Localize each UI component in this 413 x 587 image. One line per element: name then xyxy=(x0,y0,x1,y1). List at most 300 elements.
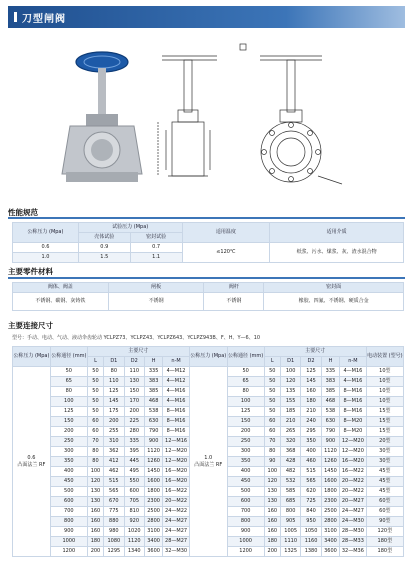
table-cell: 130 xyxy=(264,497,280,507)
table-cell: 24—M22 xyxy=(163,507,190,517)
table-cell: 185 xyxy=(280,407,300,417)
table-cell: 1200 xyxy=(50,547,87,557)
dim-col-header: D1 xyxy=(104,357,124,367)
material-table xyxy=(12,282,404,311)
table-cell: 4—M12 xyxy=(163,367,190,377)
table-cell: 50 xyxy=(87,397,103,407)
table-cell: 1005 xyxy=(280,527,300,537)
table-cell: 320 xyxy=(280,437,300,447)
table-cell: 462 xyxy=(104,467,124,477)
table-cell: 1000 xyxy=(227,537,264,547)
table-cell: 1120 xyxy=(144,447,162,457)
table-cell: 8—M16 xyxy=(340,387,367,397)
table-cell: 160 xyxy=(87,507,103,517)
table-cell: 585 xyxy=(280,487,300,497)
table-cell: 120 xyxy=(87,477,103,487)
spec-header-pressure: 公称压力 (Mpa) xyxy=(13,223,79,243)
table-cell: 395 xyxy=(124,447,144,457)
table-cell: 45型 xyxy=(366,467,403,477)
table-cell: 295 xyxy=(301,427,321,437)
table-cell: 180型 xyxy=(366,537,403,547)
table-cell: 90 xyxy=(264,457,280,467)
table-cell: 80 xyxy=(227,387,264,397)
table-cell: 3600 xyxy=(321,547,339,557)
table-cell: 100 xyxy=(264,467,280,477)
table-cell: 12—M20 xyxy=(163,457,190,467)
table-cell: 310 xyxy=(104,437,124,447)
table-cell: 8—M20 xyxy=(340,417,367,427)
table-cell: 335 xyxy=(321,367,339,377)
table-cell: 50 xyxy=(264,407,280,417)
table-cell: 150 xyxy=(227,417,264,427)
table-cell: 920 xyxy=(124,517,144,527)
table-cell: 32—M36 xyxy=(340,547,367,557)
table-cell: 450 xyxy=(227,477,264,487)
page-header xyxy=(8,6,405,28)
table-cell: 2800 xyxy=(321,517,339,527)
table-cell: 620 xyxy=(301,487,321,497)
dim-col-header: D2 xyxy=(301,357,321,367)
table-cell: 300 xyxy=(227,447,264,457)
table-cell: 1200 xyxy=(227,547,264,557)
table-cell: 80 xyxy=(50,387,87,397)
table-cell: 210 xyxy=(301,407,321,417)
table-cell: 60型 xyxy=(366,497,403,507)
table-cell: 1260 xyxy=(144,457,162,467)
table-cell: 70 xyxy=(87,437,103,447)
table-cell: 200 xyxy=(50,427,87,437)
material-value: 橡胶、四氟、不锈钢、硬质合金 xyxy=(264,293,404,311)
table-cell: 50 xyxy=(87,367,103,377)
table-cell: 1260 xyxy=(321,457,339,467)
table-cell: 705 xyxy=(124,497,144,507)
table-cell: 60 xyxy=(87,427,103,437)
valve-photo xyxy=(62,52,142,182)
table-cell: 1295 xyxy=(104,547,124,557)
table-cell: 468 xyxy=(321,397,339,407)
table-cell: 1120 xyxy=(321,447,339,457)
table-cell: 1340 xyxy=(124,547,144,557)
table-cell: 385 xyxy=(321,387,339,397)
table-cell: 250 xyxy=(227,437,264,447)
table-cell: 125 xyxy=(50,407,87,417)
dim-col-header: H xyxy=(321,357,339,367)
table-cell: 50 xyxy=(264,397,280,407)
table-cell: 80 xyxy=(264,447,280,457)
table-cell: 900 xyxy=(50,527,87,537)
table-cell: 10型 xyxy=(366,387,403,397)
table-cell: 160 xyxy=(264,507,280,517)
table-cell: 445 xyxy=(124,457,144,467)
table-cell: 12—M20 xyxy=(163,447,190,457)
table-cell: 1110 xyxy=(280,537,300,547)
table-cell: 16—M20 xyxy=(340,457,367,467)
product-figure xyxy=(12,34,402,200)
dim-col-header: D2 xyxy=(124,357,144,367)
table-cell: 50 xyxy=(87,387,103,397)
table-cell: 130 xyxy=(87,497,103,507)
table-cell: 150 xyxy=(124,387,144,397)
table-cell: 80 xyxy=(87,447,103,457)
table-cell: 350 xyxy=(227,457,264,467)
table-cell: 383 xyxy=(144,377,162,387)
table-cell: 100 xyxy=(87,467,103,477)
model-note: 型号：手动、电动、气动、液动伞齿轮动 YCLPZ73、YCLPZ43、YCLPZ643、YCLPZ943B、F、H、Y—6、10 xyxy=(12,335,261,341)
table-cell: 16—M20 xyxy=(163,467,190,477)
spec-cell: 1.5 xyxy=(78,253,130,263)
material-header: 阀杆 xyxy=(204,283,264,293)
table-cell: 110 xyxy=(104,377,124,387)
spec-table xyxy=(12,222,404,263)
table-cell: 50 xyxy=(87,377,103,387)
dim-col-header: D1 xyxy=(280,357,300,367)
page-title: 刀型闸阀 xyxy=(22,14,66,25)
table-cell: 12—M16 xyxy=(163,437,190,447)
table-cell: 1020 xyxy=(124,527,144,537)
table-cell: 265 xyxy=(280,427,300,437)
table-cell: 810 xyxy=(124,507,144,517)
table-cell: 45型 xyxy=(366,477,403,487)
dim-header-pn: 公称压力 (Mpa) xyxy=(13,347,51,367)
spec-header-temp: 适用温度 xyxy=(182,223,270,243)
table-cell: 120 xyxy=(280,377,300,387)
table-cell: 905 xyxy=(280,517,300,527)
table-cell: 8—M20 xyxy=(340,427,367,437)
table-cell: 155 xyxy=(280,397,300,407)
table-cell: 1380 xyxy=(301,547,321,557)
table-cell: 500 xyxy=(227,487,264,497)
table-cell: 1325 xyxy=(280,547,300,557)
table-cell: 950 xyxy=(301,517,321,527)
table-cell: 175 xyxy=(104,407,124,417)
table-cell: 12—M20 xyxy=(340,437,367,447)
table-cell: 900 xyxy=(227,527,264,537)
table-cell: 300 xyxy=(50,447,87,457)
spec-cell: 1.1 xyxy=(130,253,182,263)
table-cell: 50 xyxy=(50,367,87,377)
table-cell: 538 xyxy=(321,407,339,417)
table-cell: 2800 xyxy=(144,517,162,527)
table-cell: 180型 xyxy=(366,547,403,557)
table-cell: 700 xyxy=(50,507,87,517)
table-cell: 725 xyxy=(301,497,321,507)
table-cell: 775 xyxy=(104,507,124,517)
table-cell: 800 xyxy=(227,517,264,527)
table-cell: 30型 xyxy=(366,447,403,457)
spec-header-shell: 壳体试验 xyxy=(78,233,130,243)
table-cell: 532 xyxy=(280,477,300,487)
table-cell: 368 xyxy=(280,447,300,457)
table-cell: 400 xyxy=(227,467,264,477)
table-cell: 250 xyxy=(50,437,87,447)
table-cell: 70 xyxy=(264,437,280,447)
table-cell: 1000 xyxy=(50,537,87,547)
table-cell: 28—M30 xyxy=(340,527,367,537)
table-cell: 50 xyxy=(264,387,280,397)
table-cell: 800 xyxy=(50,517,87,527)
table-cell: 1080 xyxy=(104,537,124,547)
spec-cell: 0.9 xyxy=(78,243,130,253)
table-cell: 28—M27 xyxy=(163,537,190,547)
table-cell: 160 xyxy=(87,517,103,527)
flange-type-label: 凸面法兰 RF xyxy=(194,461,223,468)
table-cell: 630 xyxy=(144,417,162,427)
table-cell: 65 xyxy=(227,377,264,387)
table-cell: 90型 xyxy=(366,517,403,527)
table-cell: 4—M16 xyxy=(340,367,367,377)
table-cell: 80 xyxy=(87,457,103,467)
spec-media-value: 纸浆、污水、煤浆、灰、渣水混合物 xyxy=(270,243,404,263)
table-cell: 180 xyxy=(264,537,280,547)
table-cell: 10型 xyxy=(366,397,403,407)
table-cell: 400 xyxy=(301,447,321,457)
material-value: 不锈钢 xyxy=(108,293,204,311)
table-cell: 565 xyxy=(301,477,321,487)
table-cell: 1050 xyxy=(301,527,321,537)
table-cell: 145 xyxy=(104,397,124,407)
table-cell: 482 xyxy=(280,467,300,477)
table-cell: 12—M20 xyxy=(340,447,367,457)
table-cell: 15型 xyxy=(366,407,403,417)
table-cell: 1800 xyxy=(144,487,162,497)
table-cell: 400 xyxy=(50,467,87,477)
table-cell: 8—M16 xyxy=(163,407,190,417)
table-cell: 16—M22 xyxy=(163,487,190,497)
table-cell: 50 xyxy=(87,407,103,417)
pressure-class-label: 0.6 xyxy=(27,454,36,461)
dim-col-header: H xyxy=(144,357,162,367)
table-cell: 125 xyxy=(227,407,264,417)
table-cell: 412 xyxy=(104,457,124,467)
table-cell: 200 xyxy=(227,427,264,437)
table-cell: 16—M22 xyxy=(340,467,367,477)
dim-header-main: 主要尺寸 xyxy=(264,347,366,357)
spec-cell: 0.6 xyxy=(13,243,79,253)
material-header: 阀体、阀盖 xyxy=(13,283,109,293)
table-cell: 3400 xyxy=(144,537,162,547)
table-cell: 362 xyxy=(104,447,124,457)
table-cell: 630 xyxy=(321,417,339,427)
table-cell: 10型 xyxy=(366,377,403,387)
table-cell: 840 xyxy=(301,507,321,517)
table-cell: 383 xyxy=(321,377,339,387)
table-cell: 125 xyxy=(301,367,321,377)
table-cell: 15型 xyxy=(366,417,403,427)
spec-header-test: 试验压力 (Mpa) xyxy=(78,223,182,233)
table-cell: 255 xyxy=(104,427,124,437)
table-cell: 45型 xyxy=(366,487,403,497)
table-cell: 32—M30 xyxy=(163,547,190,557)
table-cell: 1600 xyxy=(321,477,339,487)
table-cell: 28—M33 xyxy=(340,537,367,547)
table-cell: 685 xyxy=(280,497,300,507)
table-cell: 50 xyxy=(227,367,264,377)
table-cell: 790 xyxy=(144,427,162,437)
table-cell: 15型 xyxy=(366,427,403,437)
table-cell: 880 xyxy=(104,517,124,527)
table-cell: 460 xyxy=(301,457,321,467)
table-cell: 600 xyxy=(227,497,264,507)
table-cell: 468 xyxy=(144,397,162,407)
table-cell: 135 xyxy=(280,387,300,397)
section-title-materials: 主要零件材料 xyxy=(8,267,53,276)
table-cell: 3100 xyxy=(144,527,162,537)
spec-header-seal: 密封试验 xyxy=(130,233,182,243)
dim-header-main: 主要尺寸 xyxy=(87,347,189,357)
table-cell: 1160 xyxy=(301,537,321,547)
table-cell: 3400 xyxy=(321,537,339,547)
flange-type-label: 凸面法兰 RF xyxy=(17,461,46,468)
table-cell: 600 xyxy=(124,487,144,497)
table-cell: 24—M27 xyxy=(163,527,190,537)
table-cell: 20—M22 xyxy=(340,487,367,497)
table-cell: 130 xyxy=(87,487,103,497)
table-cell: 1450 xyxy=(144,467,162,477)
table-cell: 20—M22 xyxy=(163,497,190,507)
section-title-specs: 性能规范 xyxy=(8,208,38,217)
table-cell: 145 xyxy=(301,377,321,387)
dimension-table xyxy=(12,346,404,557)
table-cell: 20—M22 xyxy=(340,477,367,487)
table-cell: 515 xyxy=(301,467,321,477)
table-cell: 280 xyxy=(124,427,144,437)
table-cell: 180 xyxy=(87,537,103,547)
section-divider xyxy=(8,277,405,279)
spec-header-media: 适用介质 xyxy=(270,223,404,243)
table-cell: 210 xyxy=(280,417,300,427)
table-cell: 130 xyxy=(264,487,280,497)
table-cell: 8—M16 xyxy=(163,417,190,427)
material-value: 不锈钢、碳钢、灰铸铁 xyxy=(13,293,109,311)
table-cell: 24—M27 xyxy=(163,517,190,527)
table-cell: 130 xyxy=(124,377,144,387)
table-cell: 1800 xyxy=(321,487,339,497)
table-cell: 100 xyxy=(280,367,300,377)
table-cell: 240 xyxy=(301,417,321,427)
dim-header-pn: 公称压力 (Mpa) xyxy=(189,347,227,367)
table-cell: 900 xyxy=(321,437,339,447)
table-cell: 2300 xyxy=(321,497,339,507)
table-cell: 550 xyxy=(124,477,144,487)
table-cell: 2300 xyxy=(144,497,162,507)
table-row xyxy=(13,367,404,377)
table-cell: 170 xyxy=(124,397,144,407)
table-cell: 790 xyxy=(321,427,339,437)
table-cell: 1450 xyxy=(321,467,339,477)
table-cell: 160 xyxy=(264,527,280,537)
table-cell: 495 xyxy=(124,467,144,477)
table-cell: 565 xyxy=(104,487,124,497)
dim-header-dn: 公称通径 (mm) xyxy=(227,347,264,367)
table-cell: 385 xyxy=(144,387,162,397)
front-view-drawing xyxy=(240,44,342,184)
table-cell: 8—M16 xyxy=(163,427,190,437)
table-cell: 670 xyxy=(104,497,124,507)
table-cell: 8—M16 xyxy=(340,407,367,417)
table-cell: 20型 xyxy=(366,437,403,447)
pressure-class-cell xyxy=(189,367,227,557)
table-cell: 4—M12 xyxy=(163,377,190,387)
table-cell: 60型 xyxy=(366,507,403,517)
table-cell: 125 xyxy=(104,387,124,397)
pressure-class-label: 1.0 xyxy=(204,454,213,461)
dim-col-header: L xyxy=(264,357,280,367)
table-cell: 50 xyxy=(264,377,280,387)
table-cell: 30型 xyxy=(366,457,403,467)
table-cell: 450 xyxy=(50,477,87,487)
side-view-drawing xyxy=(158,56,217,176)
pressure-class-cell xyxy=(13,367,51,557)
table-cell: 4—M16 xyxy=(163,397,190,407)
table-cell: 120型 xyxy=(366,527,403,537)
table-cell: 10型 xyxy=(366,367,403,377)
material-header: 闸板 xyxy=(108,283,204,293)
table-cell: 335 xyxy=(144,367,162,377)
table-cell: 160 xyxy=(264,517,280,527)
table-cell: 3600 xyxy=(144,547,162,557)
table-cell: 2500 xyxy=(321,507,339,517)
table-cell: 4—M16 xyxy=(163,387,190,397)
dim-col-header: n-M xyxy=(340,357,367,367)
table-cell: 60 xyxy=(264,427,280,437)
dim-col-header: L xyxy=(87,357,103,367)
spec-cell: 1.0 xyxy=(13,253,79,263)
table-cell: 65 xyxy=(50,377,87,387)
dim-header-weight: 电动装置 (型号) xyxy=(366,347,403,367)
table-cell: 350 xyxy=(50,457,87,467)
table-cell: 80 xyxy=(104,367,124,377)
table-cell: 3100 xyxy=(321,527,339,537)
header-accent xyxy=(14,12,17,22)
table-cell: 150 xyxy=(50,417,87,427)
section-divider xyxy=(8,217,405,219)
table-cell: 500 xyxy=(50,487,87,497)
table-cell: 200 xyxy=(104,417,124,427)
section-title-dims: 主要连接尺寸 xyxy=(8,321,53,330)
table-cell: 428 xyxy=(280,457,300,467)
table-cell: 1600 xyxy=(144,477,162,487)
spec-cell: 0.7 xyxy=(130,243,182,253)
table-cell: 2500 xyxy=(144,507,162,517)
table-cell: 335 xyxy=(124,437,144,447)
table-cell: 700 xyxy=(227,507,264,517)
table-cell: 24—M27 xyxy=(340,507,367,517)
table-cell: 50 xyxy=(264,367,280,377)
table-cell: 4—M16 xyxy=(340,377,367,387)
table-cell: 350 xyxy=(301,437,321,447)
table-cell: 200 xyxy=(87,547,103,557)
table-cell: 980 xyxy=(104,527,124,537)
table-cell: 160 xyxy=(87,527,103,537)
table-cell: 16—M20 xyxy=(163,477,190,487)
table-cell: 180 xyxy=(301,397,321,407)
table-cell: 900 xyxy=(144,437,162,447)
table-cell: 1120 xyxy=(124,537,144,547)
spec-row xyxy=(13,243,404,253)
table-cell: 60 xyxy=(264,417,280,427)
table-cell: 160 xyxy=(301,387,321,397)
table-cell: 120 xyxy=(264,477,280,487)
dim-header-dn: 公称通径 (mm) xyxy=(50,347,87,367)
material-header: 密封面 xyxy=(264,283,404,293)
table-cell: 24—M30 xyxy=(340,517,367,527)
table-cell: 60 xyxy=(87,417,103,427)
table-cell: 20—M27 xyxy=(340,497,367,507)
table-cell: 538 xyxy=(144,407,162,417)
table-cell: 200 xyxy=(264,547,280,557)
table-cell: 8—M16 xyxy=(340,397,367,407)
material-value: 不锈钢 xyxy=(204,293,264,311)
